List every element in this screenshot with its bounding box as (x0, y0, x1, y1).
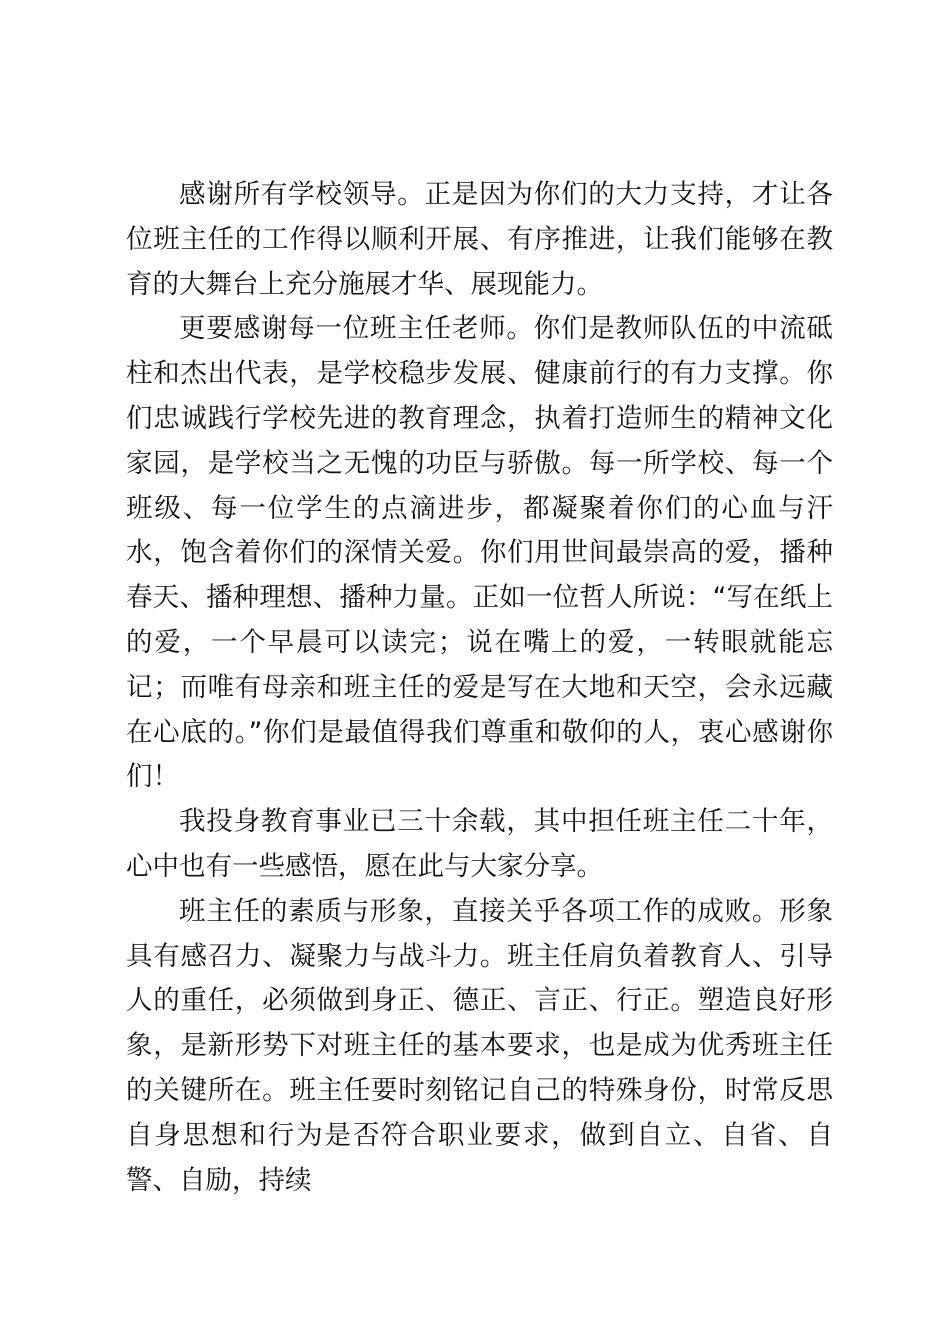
paragraph-thanks-leaders: 感谢所有学校领导。正是因为你们的大力支持，才让各位班主任的工作得以顺利开展、有序推进，让我们能够在教育的大舞台上充分施展才华、展现能力。 (126, 179, 833, 300)
paragraph-teacher-image: 班主任的素质与形象，直接关乎各项工作的成败。形象具有感召力、凝聚力与战斗力。班主任肩负着教育人、引导人的重任，必须做到身正、德正、言正、行正。塑造良好形象，是新形势下对班主任的基本要求，也是成为优秀班主任的关键所在。班主任要时刻铭记自己的特殊身份，时常反思自身思想和行为是否符合职业要求，做到自立、自省、自警、自励，持续 (126, 895, 833, 1196)
paragraph-personal-experience: 我投身教育事业已三十余载，其中担任班主任二十年，心中也有一些感悟，愿在此与大家分享。 (126, 806, 833, 882)
paragraph-thanks-teachers: 更要感谢每一位班主任老师。你们是教师队伍的中流砥柱和杰出代表，是学校稳步发展、健康前行的有力支撑。你们忠诚践行学校先进的教育理念，执着打造师生的精神文化家园，是学校当之无愧的功臣与骄傲。每一所学校、每一个班级、每一位学生的点滴进步，都凝聚着你们的心血与汗水，饱含着你们的深情关爱。你们用世间最崇高的爱，播种春天、播种理想、播种力量。正如一位哲人所说：“写在纸上的爱，一个早晨可以读完；说在嘴上的爱，一转眼就能忘记；而唯有母亲和班主任的爱是写在大地和天空，会永远藏在心底的。”你们是最值得我们尊重和敬仰的人，衷心感谢你们！ (126, 313, 833, 793)
document-body (126, 173, 833, 1203)
